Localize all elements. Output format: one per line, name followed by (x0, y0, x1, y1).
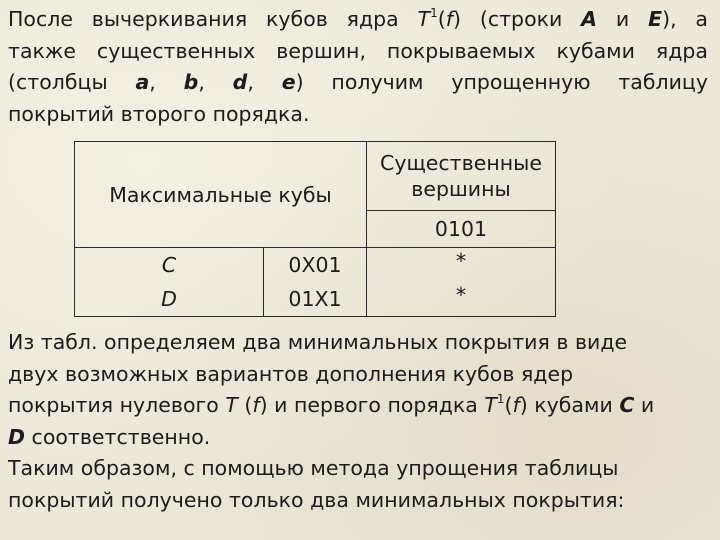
after-line-5: Таким образом, с помощью метода упрощения таблицы (8, 456, 619, 480)
intro-paragraph (8, 4, 708, 130)
intro-line-2: также существенных вершин, покрываемых кубами ядра (8, 38, 708, 63)
header-max-cubes: Максимальные кубы (75, 142, 367, 248)
row-c-mark: * (367, 248, 556, 283)
row-d-mark: * (367, 282, 556, 317)
after-line-6: покрытий получено только два минимальных покрытия: (8, 487, 625, 512)
intro-line-1: После вычеркивания кубов ядра $T^1(f)$ (строки A и E), а (8, 6, 708, 31)
header-essential-vertices: Существенные вершины (367, 142, 556, 211)
after-line-2: двух возможных вариантов дополнения кубов ядер (8, 361, 574, 386)
table-row (75, 282, 556, 317)
after-line-4: D соответственно. (8, 424, 211, 449)
row-d-name: D (75, 282, 264, 317)
table-row (75, 248, 556, 283)
after-paragraph (8, 327, 708, 516)
intro-line-3: (столбцы a, b, d, e) получим упрощенную таблицу (8, 70, 708, 94)
coverage-table (74, 141, 556, 317)
essential-vertex-0101: 0101 (367, 211, 556, 248)
after-line-3: покрытия нулевого T (f) и первого порядка $T^1(f)$ кубами C и (8, 392, 655, 417)
after-line-1: Из табл. определяем два минимальных покрытия в виде (8, 330, 628, 354)
intro-line-4: покрытий второго порядка. (8, 101, 310, 126)
row-d-cube: 01X1 (264, 282, 367, 317)
row-c-cube: 0X01 (264, 248, 367, 283)
row-c-name: C (75, 248, 264, 283)
